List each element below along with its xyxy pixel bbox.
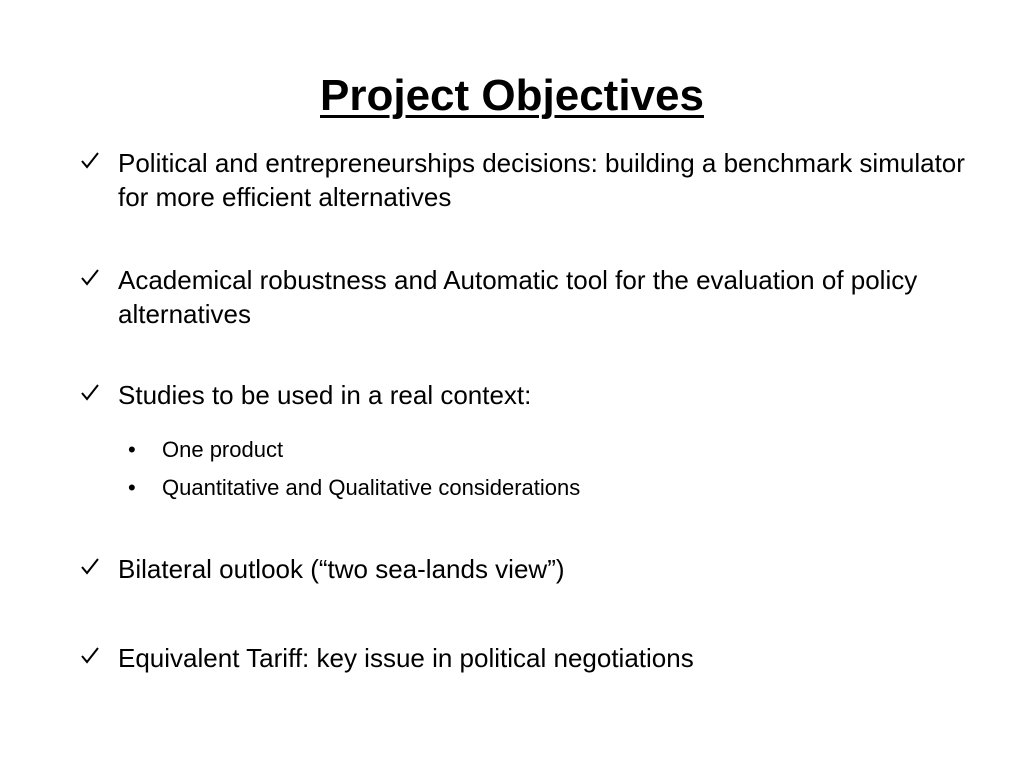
checkmark-icon bbox=[80, 146, 102, 176]
bullet-text: Equivalent Tariff: key issue in political negotiations bbox=[118, 643, 694, 673]
bullet-text: Political and entrepreneurships decisions: building a benchmark simulator for more efficient alternatives bbox=[118, 148, 965, 212]
checkmark-icon bbox=[80, 552, 102, 582]
slide-title-text: Project Objectives bbox=[320, 71, 704, 120]
checkmark-icon bbox=[80, 378, 102, 408]
slide-title bbox=[0, 66, 1024, 126]
sub-bullet-text: Quantitative and Qualitative considerations bbox=[162, 475, 581, 500]
checkmark-icon bbox=[80, 263, 102, 293]
bullet-dot: • bbox=[128, 437, 136, 462]
bullet-text: Bilateral outlook (“two sea-lands view”) bbox=[118, 554, 565, 584]
bullet-text: Studies to be used in a real context: bbox=[118, 380, 532, 410]
bullet-dot: • bbox=[128, 475, 136, 500]
checkmark-icon bbox=[80, 641, 102, 671]
sub-bullet-text: One product bbox=[162, 437, 284, 462]
bullet-text: Academical robustness and Automatic tool for the evaluation of policy alternatives bbox=[118, 265, 918, 329]
